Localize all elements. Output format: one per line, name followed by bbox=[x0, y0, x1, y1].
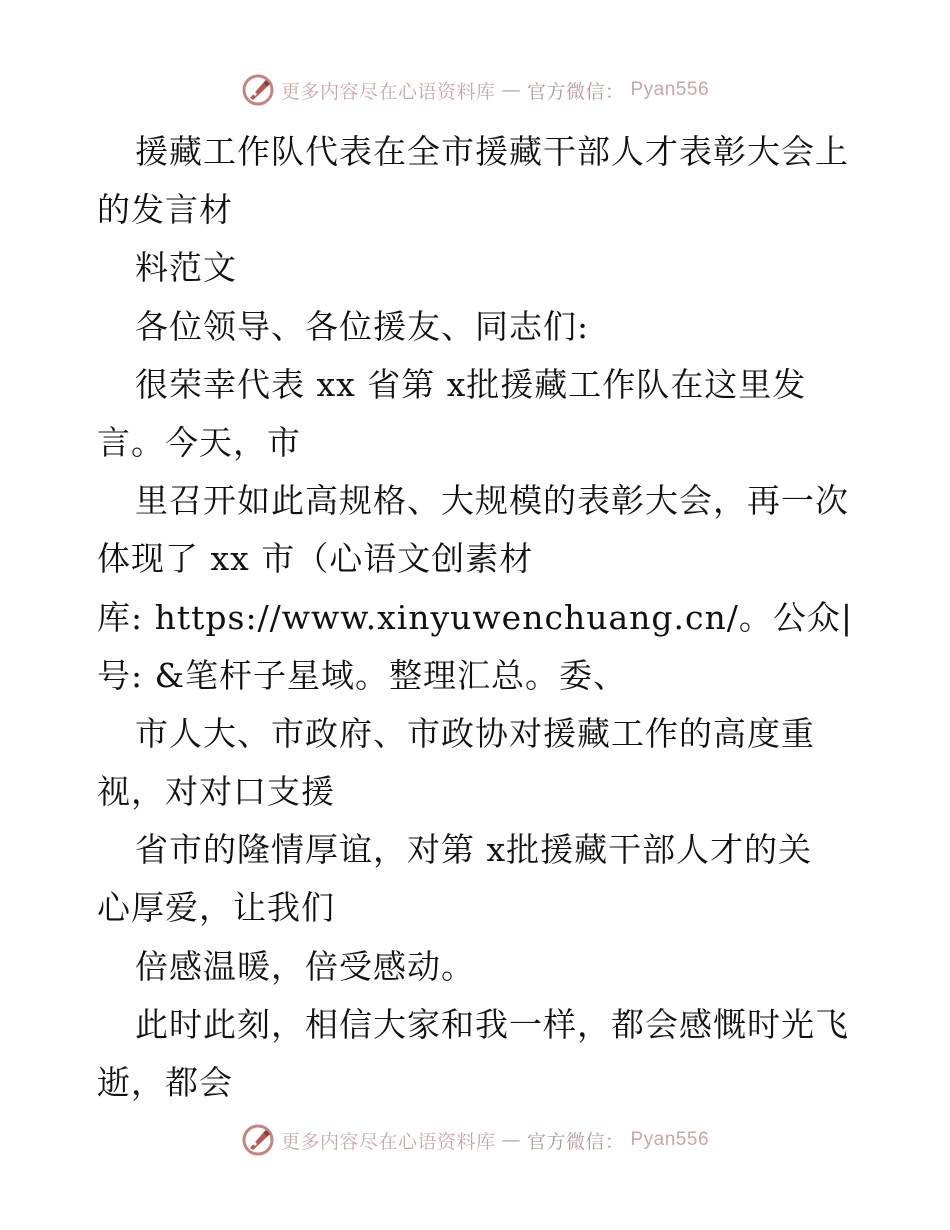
pen-nib-logo-icon bbox=[241, 1123, 275, 1157]
document-line: 援藏工作队代表在全市援藏干部人才表彰大会上 bbox=[135, 132, 849, 171]
watermark-wechat-id: Pyan556 bbox=[630, 79, 710, 100]
document-line: 库: https://www.xinyuwenchuang.cn/。公众| bbox=[97, 597, 853, 637]
header-watermark bbox=[0, 70, 950, 110]
document-body bbox=[97, 123, 897, 1112]
document-line: 言。今天，市 bbox=[97, 422, 301, 462]
document-line: 的发言材 bbox=[97, 190, 233, 230]
document-line: 各位领导、各位援友、同志们: bbox=[135, 306, 590, 346]
watermark-group bbox=[241, 1123, 709, 1157]
watermark-dash: — bbox=[501, 1129, 521, 1151]
watermark-group bbox=[241, 73, 709, 107]
watermark-wechat-label: 官方微信： bbox=[526, 80, 625, 103]
watermark-text: 更多内容尽在心语资料库 bbox=[280, 80, 496, 103]
document-line: 市人大、市政府、市政协对援藏工作的高度重 bbox=[135, 713, 815, 753]
document-line: 号: &笔杆子星域。整理汇总。委、 bbox=[97, 655, 627, 695]
watermark-dash: — bbox=[501, 79, 521, 101]
document-line: 此时此刻，相信大家和我一样，都会感慨时光飞 bbox=[135, 1004, 849, 1044]
document-line: 逝，都会 bbox=[97, 1063, 233, 1102]
document-line: 体现了 xx 市（心语文创素材 bbox=[97, 539, 534, 579]
watermark-wechat-label: 官方微信： bbox=[526, 1130, 625, 1153]
document-line: 很荣幸代表 xx 省第 x批援藏工作队在这里发 bbox=[135, 364, 807, 404]
pen-nib-logo-icon bbox=[241, 73, 275, 107]
document-line: 视，对对口支援 bbox=[97, 772, 335, 812]
document-line: 倍感温暖，倍受感动。 bbox=[135, 946, 475, 986]
watermark-text: 更多内容尽在心语资料库 bbox=[280, 1130, 496, 1153]
document-line: 心厚爱，让我们 bbox=[97, 888, 335, 928]
document-line: 省市的隆情厚谊，对第 x批援藏干部人才的关 bbox=[135, 830, 813, 870]
document-line: 里召开如此高规格、大规模的表彰大会，再一次 bbox=[135, 481, 849, 521]
footer-watermark bbox=[0, 1120, 950, 1160]
document-line: 料范文 bbox=[135, 248, 237, 288]
watermark-wechat-id: Pyan556 bbox=[630, 1129, 710, 1150]
